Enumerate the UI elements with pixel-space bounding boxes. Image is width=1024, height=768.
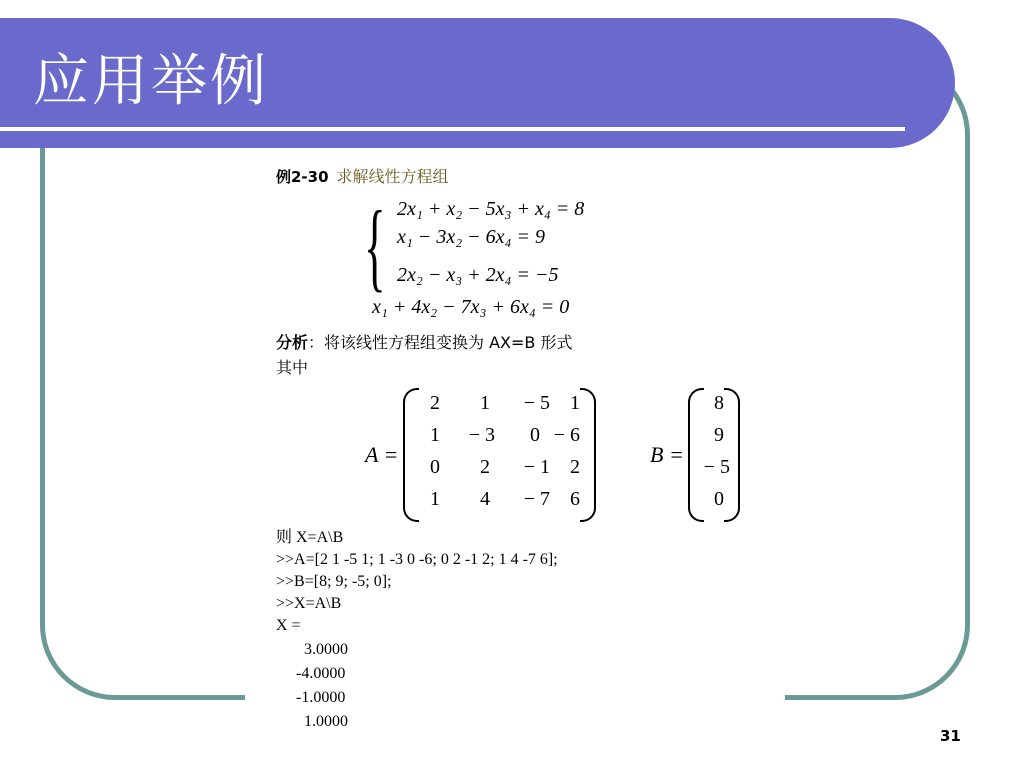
matrix-a-cell: 1	[430, 488, 440, 510]
code-line: -4.0000	[276, 665, 346, 682]
matrix-b-cell: 0	[714, 488, 724, 510]
system-brace: {	[364, 190, 386, 301]
matrix-a-cell: 1	[480, 392, 490, 414]
matrix-a-cell: 0	[430, 456, 440, 478]
matrix-b-label: B =	[650, 442, 684, 467]
matrix-a-cell: − 6	[553, 424, 580, 446]
code-line: 3.0000	[276, 641, 348, 658]
matrix-b-cell: 9	[714, 424, 724, 446]
matrix-a-cell: − 7	[523, 488, 550, 510]
matrix-a-cell: − 1	[523, 456, 550, 478]
matrix-b-cell: 8	[714, 392, 724, 414]
analysis-text: ：将该线性方程组变换为 AX=B 形式	[308, 333, 573, 352]
example-heading	[276, 164, 449, 187]
code-line: >>X=A\B	[276, 595, 342, 612]
matrix-a-cell: 1	[430, 424, 440, 446]
analysis-label: 分析	[276, 333, 309, 352]
matrix-a-cell: 1	[570, 392, 580, 414]
matrix-b-cell: − 5	[703, 456, 730, 478]
code-line: 1.0000	[276, 713, 348, 730]
matrix-a-cell: 0	[530, 424, 540, 446]
equation-3: 2x₂ − x₃ + 2x₄ = −5	[397, 264, 559, 286]
matrix-a-cell: − 5	[523, 392, 550, 414]
matrix-a-cell: 4	[480, 488, 490, 510]
code-line: 则 X=A\B	[276, 529, 344, 546]
title-underline	[0, 127, 905, 131]
equation-1: 2x₁ + x₂ − 5x₃ + x₄ = 8	[397, 198, 585, 220]
code-line: >>A=[2 1 -5 1; 1 -3 0 -6; 0 2 -1 2; 1 4 -7 6];	[276, 551, 558, 568]
code-line: X =	[276, 617, 301, 634]
page-number: 31	[940, 727, 961, 745]
analysis-line	[276, 330, 572, 353]
matrix-a-cell: − 3	[468, 424, 495, 446]
matrix-a-label: A =	[365, 442, 399, 467]
equation-4: x₁ + 4x₂ − 7x₃ + 6x₄ = 0	[372, 296, 570, 318]
code-line: >>B=[8; 9; -5; 0];	[276, 573, 392, 590]
matrix-a-right-paren	[580, 388, 596, 522]
matrix-b-right-paren	[724, 388, 740, 522]
matrix-a-cell: 2	[430, 392, 440, 414]
matrix-a-cell: 2	[570, 456, 580, 478]
code-line: -1.0000	[276, 689, 346, 706]
example-label: 例2-30	[276, 168, 329, 186]
slide-title: 应用举例	[33, 49, 269, 114]
slide-frame	[40, 60, 970, 700]
where-label: 其中	[276, 358, 309, 377]
example-text: 求解线性方程组	[336, 167, 449, 186]
matrix-a-cell: 6	[570, 488, 580, 510]
equation-2: x₁ − 3x₂ − 6x₄ = 9	[397, 226, 545, 248]
matrix-a-cell: 2	[480, 456, 490, 478]
